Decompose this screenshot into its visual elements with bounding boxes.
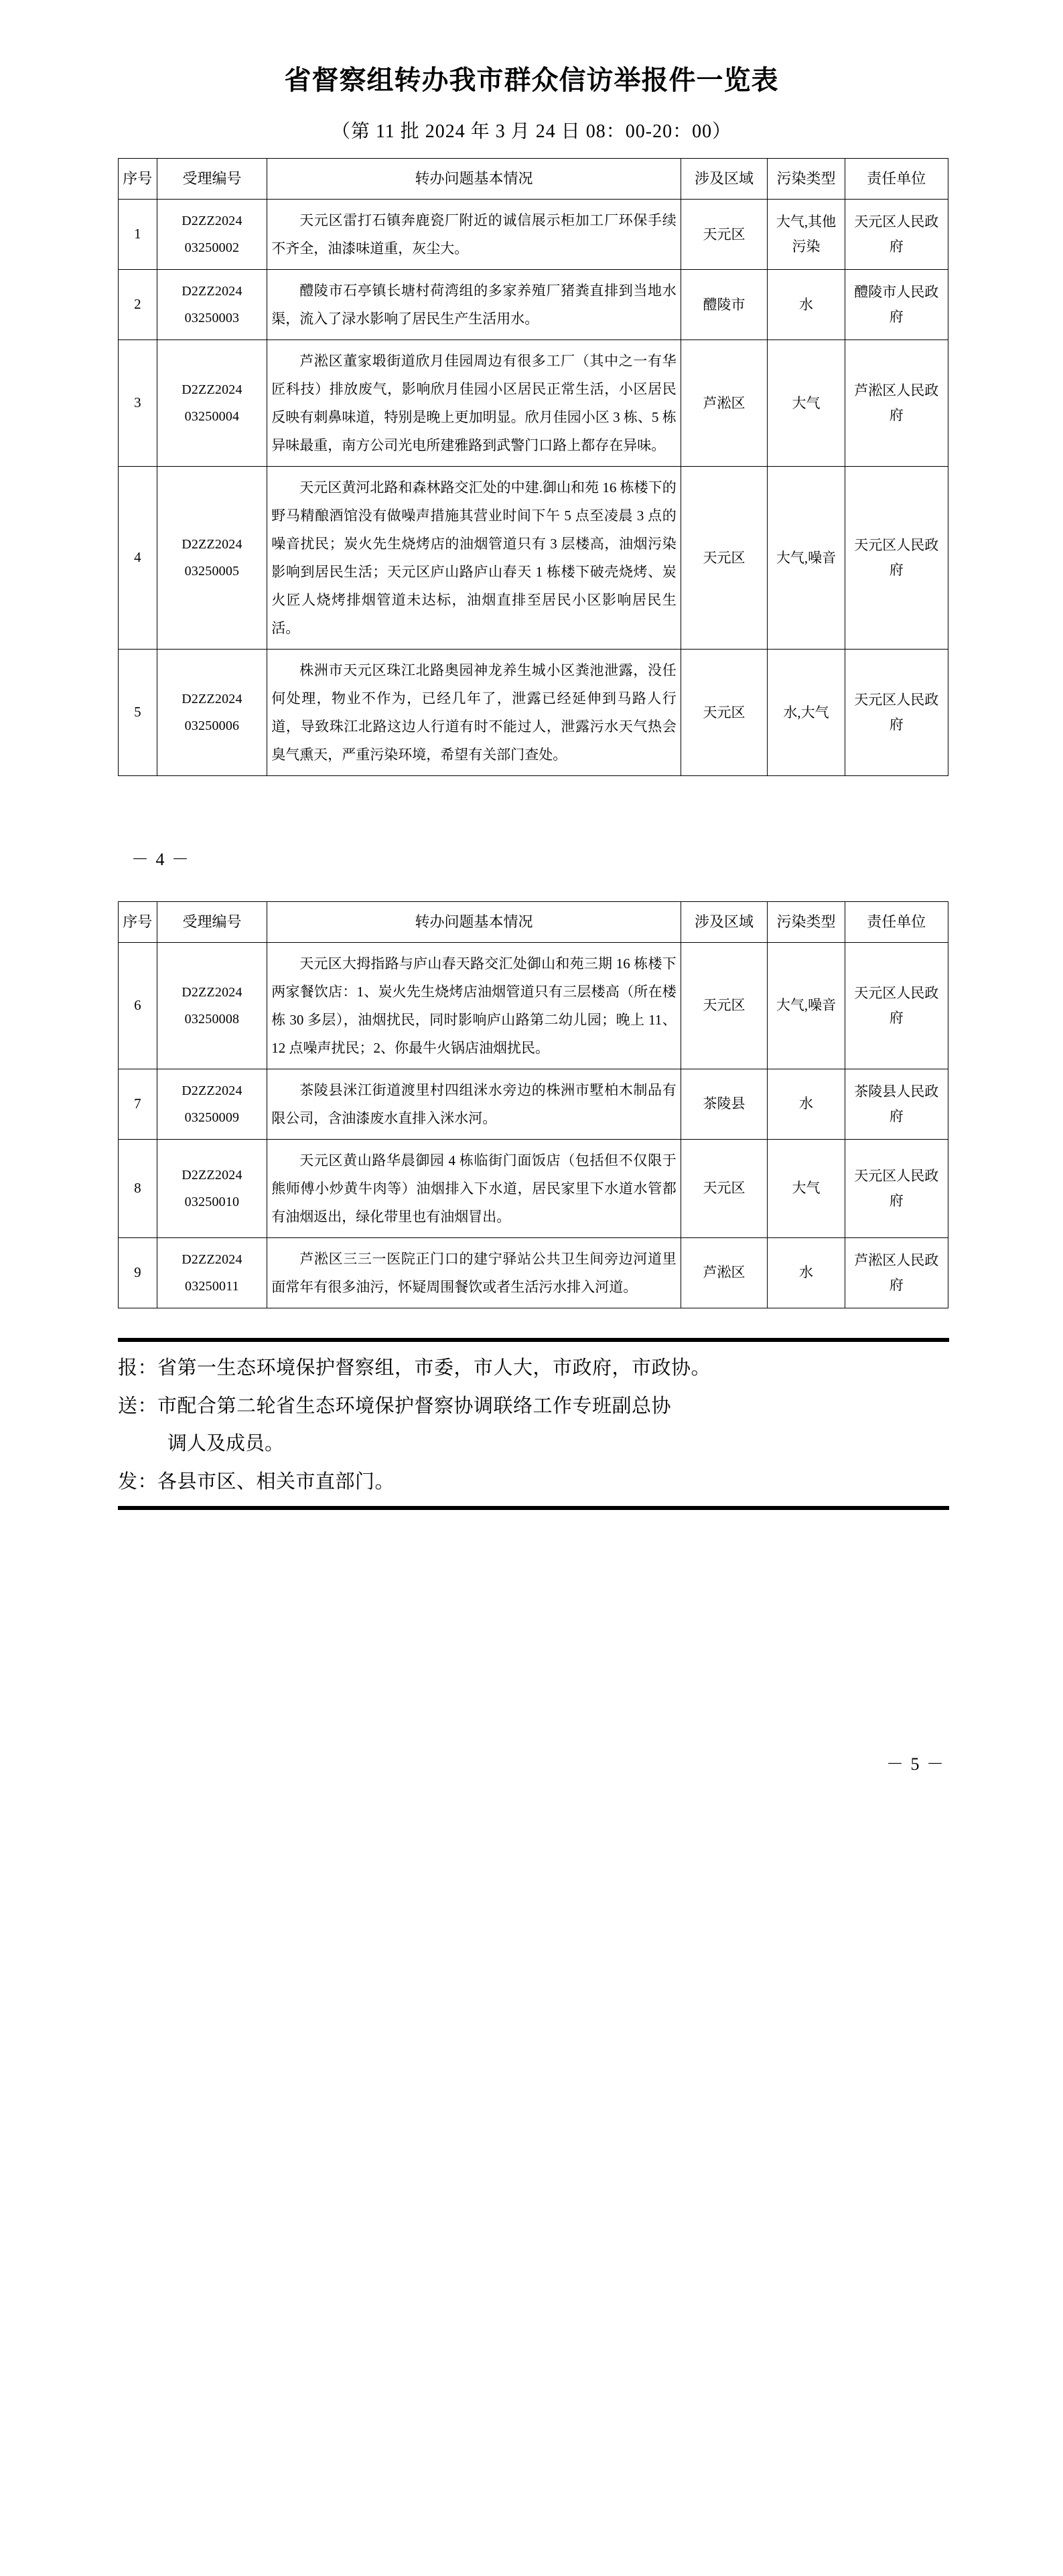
- cell-pollution-type: 大气,其他污染: [768, 199, 845, 269]
- cell-description: 天元区黄山路华晨御园 4 栋临街门面饭店（包括但不仅限于熊师傅小炒黄牛肉等）油烟排入下水道，居民家里下水道水管都有油烟返出，绿化带里也有油烟冒出。: [267, 1139, 681, 1237]
- cell-index: 6: [119, 942, 157, 1069]
- report-table-page1: [118, 158, 948, 776]
- cell-area: 芦淞区: [681, 339, 768, 466]
- cell-description: 芦淞区董家塅街道欣月佳园周边有很多工厂（其中之一有华匠科技）排放废气，影响欣月佳园小区居民正常生活，小区居民反映有刺鼻味道，特别是晚上更加明显。欣月佳园小区 3 栋、5 栋异味最重，南方公司光电所建雅路到武警门口路上都存在异味。: [267, 339, 681, 466]
- table-header-row: [119, 901, 948, 942]
- table-row: [119, 269, 948, 339]
- cell-code: [157, 269, 267, 339]
- page-tail-spacer: [0, 1510, 1063, 1858]
- column-header-area: 涉及区域: [681, 901, 768, 942]
- table-row: [119, 1069, 948, 1139]
- column-header-index: 序号: [119, 159, 157, 200]
- cell-responsible-unit: 茶陵县人民政府: [845, 1069, 948, 1139]
- cell-index: 1: [119, 199, 157, 269]
- cell-pollution-type: 大气: [768, 1139, 845, 1237]
- cell-code: [157, 649, 267, 775]
- cell-responsible-unit: 天元区人民政府: [845, 466, 948, 649]
- cell-description: 醴陵市石亭镇长塘村荷湾组的多家养殖厂猪粪直排到当地水渠，流入了渌水影响了居民生产生活用水。: [267, 269, 681, 339]
- report-table-section-2: [0, 901, 1063, 1308]
- distribution-issue-line: [118, 1465, 949, 1499]
- cell-description: 天元区雷打石镇奔鹿瓷厂附近的诚信展示柜加工厂环保手续不齐全，油漆味道重，灰尘大。: [267, 199, 681, 269]
- distribution-report-line: [118, 1351, 949, 1385]
- cell-index: 7: [119, 1069, 157, 1139]
- cell-code-line-2: 03250008: [184, 1011, 240, 1027]
- cell-area: 天元区: [681, 466, 768, 649]
- column-header-description: 转办问题基本情况: [267, 159, 681, 200]
- cell-index: 8: [119, 1139, 157, 1237]
- distribution-block: [0, 1338, 1063, 1510]
- page-number-bottom: － 5 －: [885, 1754, 945, 1774]
- cell-index: 5: [119, 649, 157, 775]
- cell-code: [157, 1069, 267, 1139]
- column-header-code: 受理编号: [157, 901, 267, 942]
- table-row: [119, 466, 948, 649]
- table-row: [119, 199, 948, 269]
- cell-code-line-2: 03250003: [184, 310, 240, 325]
- distribution-send-line: [118, 1389, 949, 1424]
- cell-code-line-2: 03250010: [184, 1194, 240, 1209]
- cell-area: 芦淞区: [681, 1237, 768, 1308]
- cell-code: [157, 1237, 267, 1308]
- cell-area: 天元区: [681, 1139, 768, 1237]
- cell-description: 株洲市天元区珠江北路奥园神龙养生城小区粪池泄露，没任何处理，物业不作为，已经几年了，泄露已经延伸到马路人行道，导致珠江北路这边人行道有时不能过人，泄露污水天气热会臭气熏天，严重污染环境，希望有关部门查处。: [267, 649, 681, 775]
- cell-code-line-1: D2ZZ2024: [182, 382, 242, 397]
- cell-index: 4: [119, 466, 157, 649]
- distribution-report-label: 报：: [118, 1357, 158, 1379]
- cell-code-line-1: D2ZZ2024: [182, 283, 242, 299]
- column-header-responsible-unit: 责任单位: [845, 901, 948, 942]
- column-header-pollution-type: 污染类型: [768, 901, 845, 942]
- cell-code-line-1: D2ZZ2024: [182, 1167, 242, 1183]
- column-header-index: 序号: [119, 901, 157, 942]
- cell-pollution-type: 水: [768, 1069, 845, 1139]
- distribution-send-label: 送：: [118, 1395, 158, 1417]
- cell-pollution-type: 大气: [768, 339, 845, 466]
- cell-responsible-unit: 天元区人民政府: [845, 649, 948, 775]
- page-title: 省督察组转办我市群众信访举报件一览表: [284, 65, 779, 95]
- cell-area: 天元区: [681, 942, 768, 1069]
- table-row: [119, 1237, 948, 1308]
- cell-area: 天元区: [681, 199, 768, 269]
- report-table-section-1: [0, 158, 1063, 776]
- cell-responsible-unit: 天元区人民政府: [845, 1139, 948, 1237]
- cell-code-line-2: 03250011: [185, 1278, 239, 1294]
- cell-code-line-2: 03250004: [184, 408, 240, 424]
- cell-code: [157, 942, 267, 1069]
- cell-code-line-2: 03250005: [184, 563, 240, 579]
- cell-code-line-1: D2ZZ2024: [182, 536, 242, 552]
- table-row: [119, 339, 948, 466]
- cell-pollution-type: 水,大气: [768, 649, 845, 775]
- report-table-page2: [118, 901, 948, 1308]
- distribution-issue-text: 各县市区、相关市直部门。: [157, 1471, 395, 1493]
- cell-code-line-1: D2ZZ2024: [182, 1083, 242, 1098]
- table-header-row: [119, 159, 948, 200]
- cell-area: 醴陵市: [681, 269, 768, 339]
- cell-description: 茶陵县洣江街道渡里村四组洣水旁边的株洲市墅柏木制品有限公司，含油漆废水直排入洣水河。: [267, 1069, 681, 1139]
- cell-code-line-1: D2ZZ2024: [182, 984, 242, 1000]
- cell-area: 天元区: [681, 649, 768, 775]
- cell-code: [157, 339, 267, 466]
- cell-index: 9: [119, 1237, 157, 1308]
- cell-index: 2: [119, 269, 157, 339]
- page-subtitle: （第 11 批 2024 年 3 月 24 日 08：00-20：00）: [331, 121, 732, 142]
- cell-pollution-type: 水: [768, 269, 845, 339]
- page-number-top: － 4 －: [131, 849, 191, 869]
- cell-pollution-type: 大气,噪音: [768, 942, 845, 1069]
- cell-responsible-unit: 醴陵市人民政府: [845, 269, 948, 339]
- cell-pollution-type: 大气,噪音: [768, 466, 845, 649]
- cell-responsible-unit: 芦淞区人民政府: [845, 1237, 948, 1308]
- table-row: [119, 1139, 948, 1237]
- cell-code-line-1: D2ZZ2024: [182, 691, 242, 706]
- cell-description: 芦淞区三三一医院正门口的建宁驿站公共卫生间旁边河道里面常年有很多油污，怀疑周围餐饮或者生活污水排入河道。: [267, 1237, 681, 1308]
- distribution-send-text-continued: 调人及成员。: [167, 1433, 285, 1455]
- distribution-issue-label: 发：: [118, 1471, 158, 1493]
- cell-code-line-1: D2ZZ2024: [182, 1252, 242, 1267]
- divider-top: [118, 1338, 949, 1342]
- cell-pollution-type: 水: [768, 1237, 845, 1308]
- column-header-code: 受理编号: [157, 159, 267, 200]
- distribution-send-text: 市配合第二轮省生态环境保护督察协调联络工作专班副总协: [157, 1395, 672, 1417]
- column-header-pollution-type: 污染类型: [768, 159, 845, 200]
- cell-code: [157, 466, 267, 649]
- cell-responsible-unit: 芦淞区人民政府: [845, 339, 948, 466]
- cell-code: [157, 1139, 267, 1237]
- table-row: [119, 649, 948, 775]
- distribution-report-text: 省第一生态环境保护督察组，市委，市人大，市政府，市政协。: [157, 1357, 711, 1379]
- column-header-description: 转办问题基本情况: [267, 901, 681, 942]
- cell-code-line-2: 03250002: [184, 240, 240, 255]
- cell-code-line-2: 03250006: [184, 718, 240, 733]
- cell-responsible-unit: 天元区人民政府: [845, 199, 948, 269]
- cell-responsible-unit: 天元区人民政府: [845, 942, 948, 1069]
- column-header-responsible-unit: 责任单位: [845, 159, 948, 200]
- column-header-area: 涉及区域: [681, 159, 768, 200]
- cell-description: 天元区大拇指路与庐山春天路交汇处御山和苑三期 16 栋楼下两家餐饮店：1、炭火先生烧烤店油烟管道只有三层楼高（所在楼栋 30 多层），油烟扰民，同时影响庐山路第二幼儿园；晚上 11、12 点噪声扰民；2、你最牛火锅店油烟扰民。: [267, 942, 681, 1069]
- cell-code-line-1: D2ZZ2024: [182, 213, 242, 228]
- cell-code: [157, 199, 267, 269]
- cell-description: 天元区黄河北路和森林路交汇处的中建.御山和苑 16 栋楼下的野马精酿酒馆没有做噪声措施其营业时间下午 5 点至凌晨 3 点的噪音扰民；炭火先生烧烤店的油烟管道只有 3 层楼高，油烟污染影响到居民生活；天元区庐山路庐山春天 1 栋楼下破壳烧烤、炭火匠人烧烤排烟管道未达标，油烟直排至居民小区影响居民生活。: [267, 466, 681, 649]
- table-row: [119, 942, 948, 1069]
- cell-code-line-2: 03250009: [184, 1110, 240, 1125]
- cell-index: 3: [119, 339, 157, 466]
- cell-area: 茶陵县: [681, 1069, 768, 1139]
